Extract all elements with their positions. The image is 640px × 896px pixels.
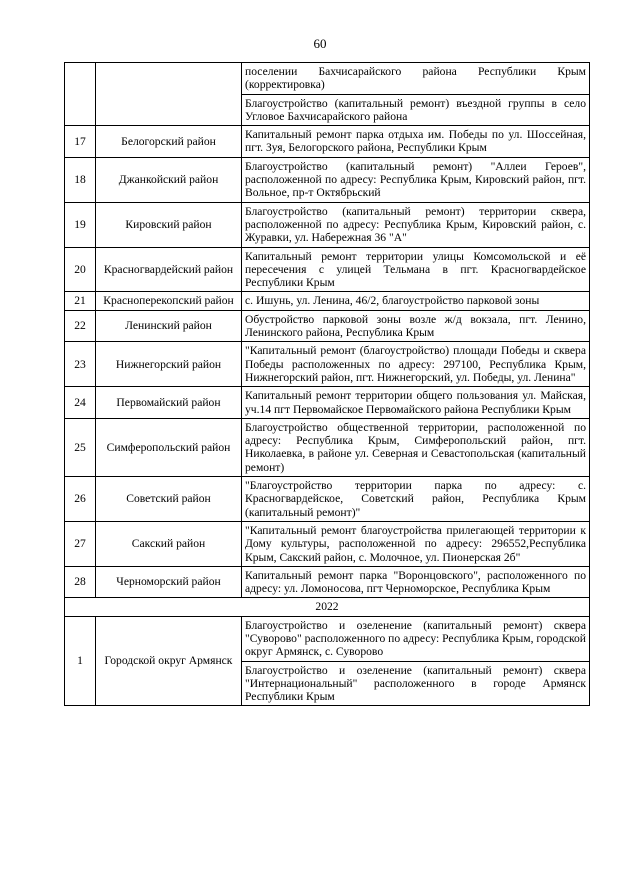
projects-table [64, 62, 590, 706]
work-description: "Благоустройство территории парка по адресу: с. Красногвардейское, Советский район, Республика Крым (капитальный ремонт)" [242, 477, 590, 522]
work-description: Благоустройство и озеленение (капитальный ремонт) сквера "Суворово" расположенного по адресу: Республика Крым, городской округ Армянск, с. Суворово [242, 616, 590, 661]
table-row [65, 126, 590, 158]
district-name: Ленинский район [96, 310, 242, 342]
year-row [65, 598, 590, 616]
district-name: Красноперекопский район [96, 292, 242, 310]
work-description: Благоустройство и озеленение (капитальный ремонт) сквера "Интернациональный" расположенного в городе Армянск Республики Крым [242, 661, 590, 706]
table-row [65, 521, 590, 566]
district-name: Советский район [96, 477, 242, 522]
district-name: Симферопольский район [96, 418, 242, 476]
row-number: 19 [65, 202, 96, 247]
row-number: 18 [65, 157, 96, 202]
district-name: Джанкойский район [96, 157, 242, 202]
table-row [65, 342, 590, 387]
row-number: 21 [65, 292, 96, 310]
table-row [65, 387, 590, 419]
work-description: "Капитальный ремонт благоустройства прилегающей территории к Дому культуры, расположенной по адресу: 296552,Республика Крым, Сакский район, с. Молочное, ул. Пионерская 2б" [242, 521, 590, 566]
work-description: с. Ишунь, ул. Ленина, 46/2, благоустройство парковой зоны [242, 292, 590, 310]
district-name: Городской округ Армянск [96, 616, 242, 706]
table-row [65, 247, 590, 292]
page-number: 60 [313, 36, 327, 51]
work-description: "Капитальный ремонт (благоустройство) площади Победы и сквера Победы расположенных по адресу: 297100, Республика Крым, Нижнегорский район, пгт. Нижнегорский, ул. Победы, ул. Ленина" [242, 342, 590, 387]
row-number: 17 [65, 126, 96, 158]
row-number: 22 [65, 310, 96, 342]
table-row [65, 566, 590, 598]
work-cell: поселении Бахчисарайского района Республики Крым (корректировка) [242, 63, 590, 95]
district-name: Черноморский район [96, 566, 242, 598]
work-description: Капитальный ремонт парка "Воронцовского", расположенного по адресу: ул. Ломоносова, пгт Черноморское, Республика Крым [242, 566, 590, 598]
table-row [65, 418, 590, 476]
work-description: Капитальный ремонт территории общего пользования ул. Майская, уч.14 пгт Первомайское Первомайского района Республики Крым [242, 387, 590, 419]
table-row [65, 63, 590, 95]
table-row [65, 310, 590, 342]
row-number: 26 [65, 477, 96, 522]
work-description: Благоустройство (капитальный ремонт) территории сквера, расположенной по адресу: Республика Крым, Кировский район, с. Журавки, ул. Набережная 36 "А" [242, 202, 590, 247]
row-number: 27 [65, 521, 96, 566]
work-description: Благоустройство общественной территории, расположенной по адресу: Республика Крым, Симферопольский район, пгт. Николаевка, в районе ул. Северная и Севастопольская (капитальный ремонт) [242, 418, 590, 476]
district-cell [96, 63, 242, 126]
num-cell [65, 63, 96, 126]
row-number: 1 [65, 616, 96, 706]
district-name: Сакский район [96, 521, 242, 566]
district-name: Кировский район [96, 202, 242, 247]
district-name: Нижнегорский район [96, 342, 242, 387]
work-cell: Благоустройство (капитальный ремонт) въездной группы в село Угловое Бахчисарайского района [242, 94, 590, 126]
row-number: 25 [65, 418, 96, 476]
table-row [65, 202, 590, 247]
table-row [65, 292, 590, 310]
row-number: 28 [65, 566, 96, 598]
work-description: Капитальный ремонт территории улицы Комсомольской и её пересечения с улицей Тельмана в пгт. Красногвардейское Республики Крым [242, 247, 590, 292]
work-description: Обустройство парковой зоны возле ж/д вокзала, пгт. Ленино, Ленинского района, Республика Крым [242, 310, 590, 342]
row-number: 23 [65, 342, 96, 387]
table-row [65, 157, 590, 202]
work-description: Благоустройство (капитальный ремонт) "Аллеи Героев", расположенной по адресу: Республика Крым, Кировский район, пгт. Вольное, пр-т Октябрьский [242, 157, 590, 202]
district-name: Красногвардейский район [96, 247, 242, 292]
district-name: Белогорский район [96, 126, 242, 158]
row-number: 20 [65, 247, 96, 292]
year-header: 2022 [65, 598, 590, 616]
work-description: Капитальный ремонт парка отдыха им. Победы по ул. Шоссейная, пгт. Зуя, Белогорского района, Республики Крым [242, 126, 590, 158]
table-row [65, 616, 590, 661]
row-number: 24 [65, 387, 96, 419]
table-row [65, 477, 590, 522]
district-name: Первомайский район [96, 387, 242, 419]
